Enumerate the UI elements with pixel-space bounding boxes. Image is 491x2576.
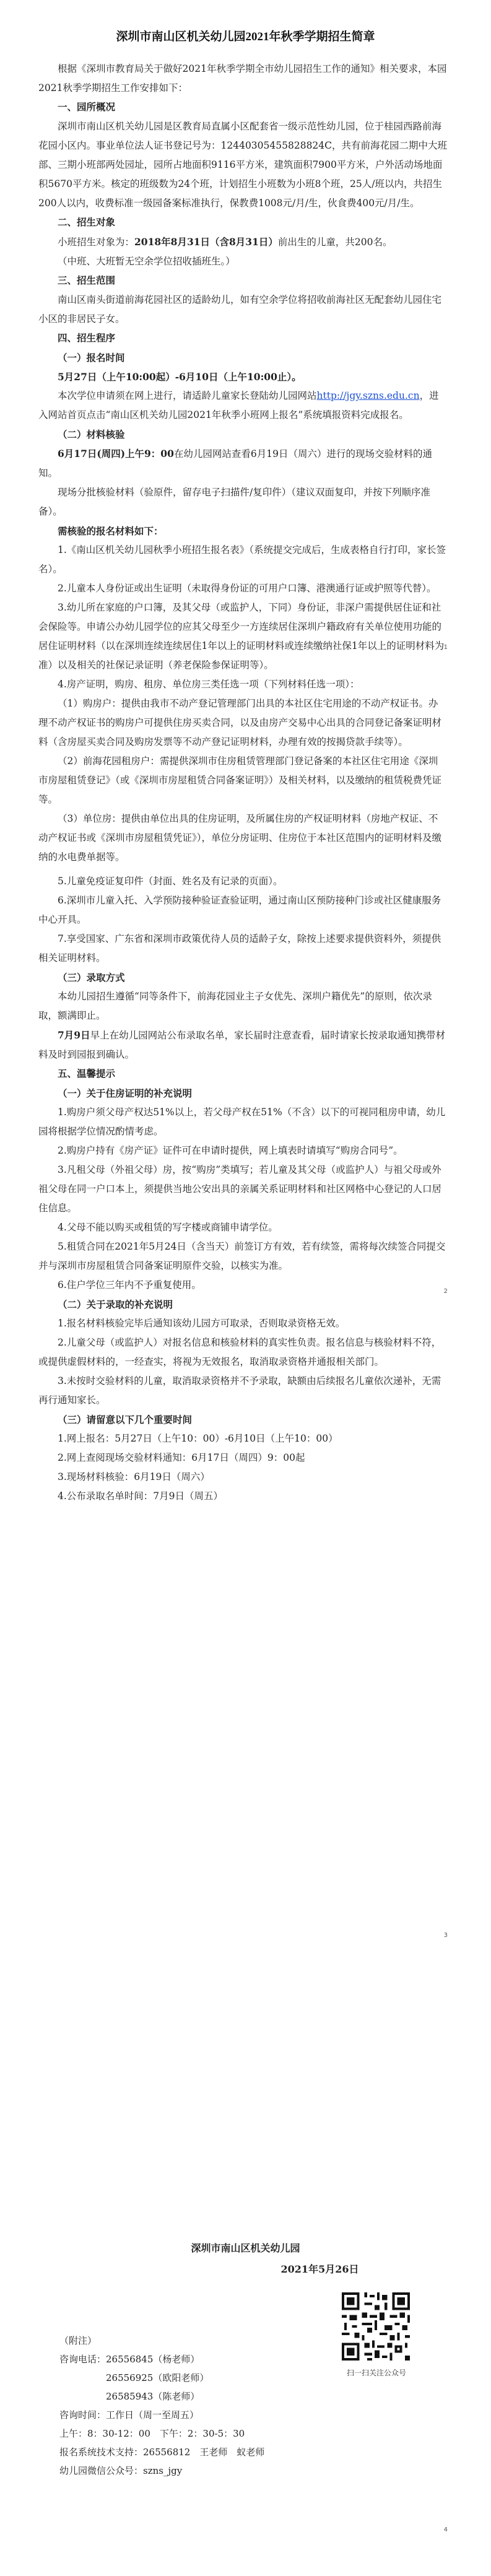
signature-org: 深圳市南山区机关幼儿园 [191, 2242, 300, 2254]
material-item: 5.儿童免疫证复印件（封面、姓名及有记录的页面）。 [58, 876, 283, 887]
hours-label: 咨询时间：工作日（周一至周五） [59, 2409, 199, 2421]
subheading-registration-time: （一）报名时间 [58, 352, 125, 363]
section-heading-overview: 一、园所概况 [58, 102, 116, 113]
verification-paragraph-2: 现场分批核验材料（验原件，留存电子扫描件/复印件）（建议双面复印，并按下列顺序准备）。 [38, 487, 430, 517]
admission-note-item: 2.儿童父母（或监护人）对报名信息和核验材料的真实性负责。报名信息与核验材料不符，或提供虚假材料的，一经查实，将视为无效报名，取消取录资格并通报相关部门。 [38, 1337, 441, 1367]
material-item: 4.房产证明，购房、租房、单位房三类任选一项（下列材料任选一项）： [58, 679, 360, 690]
material-item: 2.儿童本人身份证或出生证明（未取得身份证的可用户口簿、港澳通行证或护照等代替）。 [58, 583, 437, 594]
housing-item: 3.凡租父母（外祖父母）房，按“购房”类填写；若儿童及其父母（或监护人）与祖父母或外祖父母在同一户口本上，须提供当地公安出具的亲属关系证明材料和社区网格中心登记的人口居住信息。 [38, 1164, 442, 1214]
appendix-label: （附注） [59, 2335, 97, 2346]
phone-line [59, 2350, 319, 2369]
hours-value: 上午：8：30-12：00 下午：2：30-5：30 [59, 2428, 245, 2439]
section-heading-target: 二、招生对象 [58, 217, 116, 228]
page-number: 4 [443, 2526, 448, 2533]
key-date-item: 3.现场材料核验：6月19日（周六） [58, 1471, 210, 1482]
material-subitem: （2）前海花园租房户：需提供深圳市住房租赁管理部门登记备案的本社区住宅用途《深圳市房屋租赁登记》（或《深圳市房屋租赁合同备案证明》）及相关材料，以及缴纳的租赁税费凭证等。 [38, 755, 442, 805]
phone-label: 咨询电话： [59, 2354, 106, 2365]
admission-note-item: 1.报名材料核验完毕后通知该幼儿园方可取录，否则取录资格无效。 [58, 1318, 345, 1329]
verification-time: 6月17日(周四)上午9：00 [58, 448, 174, 459]
target-lead: 小班招生对象为： [58, 237, 135, 248]
housing-item: 2.购房户持有《房产证》证件可在申请时提供，网上填表时请填写“购房合同号”。 [58, 1145, 403, 1156]
key-date-item: 2.网上查阅现场交验材料通知：6月17日（周四）9：00起 [58, 1452, 305, 1463]
housing-item: 1.购房户须父母产权达51%以上，若父母产权在51%（不含）以下的可视同租房申请，幼儿园将根据学位情况酌情考虑。 [38, 1107, 446, 1137]
section-heading-procedure: 四、招生程序 [58, 333, 116, 344]
housing-item: 6.住户学位三年内不予重复使用。 [58, 1279, 201, 1290]
document-body [38, 59, 447, 1506]
admission-text: 早上在幼儿园网站公布录取名单，家长届时注意查看，届时请家长按录取通知携带材料及时到园报到确认。 [38, 1030, 446, 1060]
subheading-admission: （三）录取方式 [58, 972, 125, 983]
page-number: 1 [443, 644, 448, 651]
materials-heading: 需核验的报名材料如下： [58, 525, 163, 537]
key-date-item: 1.网上报名：5月27日（上午10：00）-6月10日（上午10：00） [58, 1433, 338, 1444]
page-number: 3 [443, 1932, 448, 1939]
page-number: 2 [443, 1288, 448, 1295]
wechat-account: 幼儿园微信公众号：szns_jgy [59, 2465, 183, 2476]
scope-paragraph: 南山区南头街道前海花园社区的适龄幼儿，如有空余学位将招收前海社区无配套幼儿园住宅小区的非居民子女。 [38, 294, 442, 324]
material-item: 1.《南山区机关幼儿园秋季小班招生报名表》（系统提交完成后，生成表格自行打印，家长签名）。 [38, 544, 446, 575]
material-subitem: （1）购房户：提供由我市不动产登记管理部门出具的本社区住宅用途的不动产权证书。办理不动产权证书的购房户可提供住房买卖合同，以及由房产交易中心出具的合同登记备案证明材料（含房屋买卖合同及购房发票等不动产登记证明材料，办理有效的按揭贷款手续等）。 [38, 698, 442, 747]
subheading-key-dates: （三）请留意以下几个重要时间 [58, 1414, 193, 1425]
material-item: 7.享受国家、广东省和深圳市政策优待人员的适龄子女，除按上述要求提供资料外，须提供相关证明材料。 [38, 933, 441, 964]
material-subitem: （3）单位房：提供由单位出具的住房证明，及所属住房的产权证明材料（房地产权证、不动产权证书或《深圳市房屋租赁凭证》），单位分房证明、住房位于本社区范围内的证明材料及缴纳的水电费单据等。 [38, 813, 442, 863]
registration-time: 5月27日（上午10:00起）-6月10日（上午10:00止）。 [58, 371, 302, 383]
subheading-housing: （一）关于住房证明的补充说明 [58, 1087, 193, 1099]
material-item: 6.深圳市儿童入托、入学预防接种验证查验证明，通过南山区预防接种门诊或社区健康服务中心开具。 [38, 895, 441, 925]
key-date-item: 4.公布录取名单时间：7月9日（周五） [58, 1490, 224, 1502]
phone-number: 26556925（欧阳老师） [106, 2372, 209, 2383]
phone-number: 26556845（杨老师） [106, 2354, 200, 2365]
admission-paragraph-2 [38, 1025, 447, 1064]
overview-paragraph: 深圳市南山区机关幼儿园是区教育局直属小区配套省一级示范性幼儿园，位于桂园西路前海花园小区内。事业单位法人证书登记号为：12440305455828824C，共有前海花园二期中大班部、三期小班部两处园址，园所占地面积9116平方米，建筑面积7900平方米，户外活动场地面积5670平方米。核定的班级数为24个班，计划招生小班数为小班8个班，25人/班以内，共招生200人以内，收费标准一级园备案标准执行，保教费1008元/月/生，伙食费400元/月/生。 [38, 121, 448, 209]
phone-number: 26585943（陈老师） [106, 2391, 200, 2402]
tech-support: 报名系统技术支持：26556812 王老师 蚁老师 [59, 2447, 265, 2458]
appendix-contact [59, 2331, 319, 2480]
signature-date: 2021年5月26日 [280, 2263, 359, 2275]
registration-text-post: ，进入网站首页点击“南山区机关幼儿园2021年秋季小班网上报名”系统填报资料完成报名。 [38, 390, 439, 420]
document-title: 深圳市南山区机关幼儿园2021年秋季学期招生简章 [116, 30, 375, 43]
section-heading-scope: 三、招生范围 [58, 275, 116, 286]
subheading-verification: （二）材料核验 [58, 429, 125, 440]
verification-paragraph [38, 444, 447, 483]
admission-paragraph: 本幼儿园招生遵循“同等条件下，前海花园业主子女优先、深圳户籍优先”的原则，依次录取，额满即止。 [38, 991, 432, 1021]
target-tail: 前出生的儿童，共200名。 [277, 237, 393, 248]
qr-code-icon[interactable] [339, 2290, 412, 2363]
target-date: 2018年8月31日（含8月31日） [134, 236, 278, 248]
admission-date: 7月9日 [58, 1029, 90, 1041]
kindergarten-website-link[interactable]: http://jgy.szns.edu.cn [316, 390, 420, 401]
admission-note-item: 3.未按时交验材料的儿童，取消取录资格并不予录取，缺额由后续报名儿童依次递补，无需再行通知家长。 [38, 1375, 441, 1406]
target-paragraph [38, 232, 447, 252]
section-heading-tips: 五、温馨提示 [58, 1068, 116, 1079]
intro-paragraph: 根据《深圳市教育局关于做好2021年秋季学期全市幼儿园招生工作的通知》相关要求，本园2021秋季学期招生工作安排如下： [38, 63, 447, 94]
material-item: 3.幼儿所在家庭的户口簿，及其父母（或监护人，下同）身份证，非深户需提供居住证和社会保险等。申请公办幼儿园学位的应其父母至少一方连续居住深圳户籍政府有关单位使用功能的居住证明材料（以在深圳连续连续居住1年以上的证明材料或连续缴纳社保1年以上的证明材料为准）以及相关的社保记录证明（养老保险参保证明等）。 [38, 602, 445, 671]
housing-item: 5.租赁合同在2021年5月24日（含当天）前签订方有效，若有续签，需将每次续签合同提交并与深圳市房屋租赁合同备案证明原件交验，以核实为准。 [38, 1241, 446, 1271]
subheading-admission-notes: （二）关于录取的补充说明 [58, 1299, 173, 1310]
housing-item: 4.父母不能以购买或租赁的写字楼或商铺申请学位。 [58, 1222, 278, 1233]
qr-caption: 扫一扫关注公众号 [346, 2369, 406, 2377]
registration-text-pre: 本次学位申请须在网上进行，请适龄儿童家长登陆幼儿园网站 [58, 390, 317, 401]
target-note: （中班、大班暂无空余学位招收插班生。） [58, 256, 235, 267]
verification-text: 在幼儿园网站查看6月19日（周六）进行的现场交验材料的通知。 [38, 448, 432, 479]
registration-paragraph [38, 386, 447, 425]
